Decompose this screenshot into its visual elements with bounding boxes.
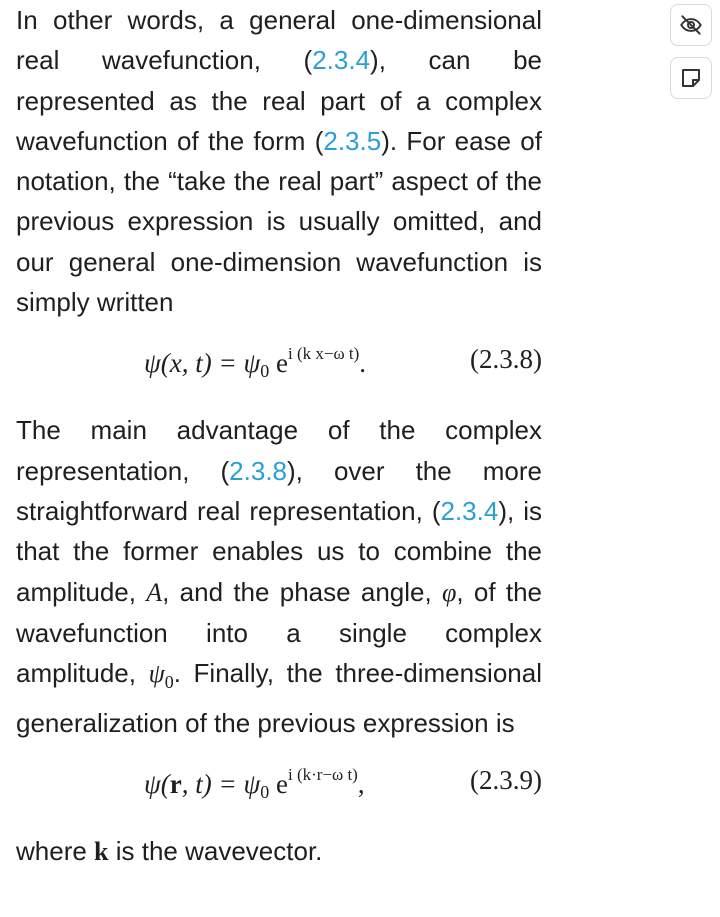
equation-ref-2-3-4[interactable]: 2.3.4 xyxy=(312,45,371,76)
equation-body xyxy=(144,765,365,803)
eq-exponent: i (k·r−ω t) xyxy=(287,764,358,784)
paragraph-3 xyxy=(16,831,542,872)
text: ), can be represented as the real part of a complex wavefunction of the form ( xyxy=(16,45,542,156)
eq-bold-r: r xyxy=(169,768,182,799)
text: ). For ease of notation, the “take the real part” aspect of the previous expression is usually omitted, and our general one-dimension wavefunction is simply written xyxy=(16,125,542,318)
eq-punct: . xyxy=(359,348,367,379)
equation-ref-2-3-8[interactable]: 2.3.8 xyxy=(229,455,287,486)
text: ), is that the former enables us to combine the amplitude, xyxy=(16,495,542,607)
eq-base: e xyxy=(269,768,288,799)
symbol-psi: ψ xyxy=(148,659,165,689)
text: where xyxy=(16,835,95,866)
text: , of the wavefunction into a single complex amplitude, xyxy=(16,576,543,689)
equation-2-3-8 xyxy=(16,322,542,410)
eye-off-icon xyxy=(678,12,704,38)
text: The main advantage of the complex representation, ( xyxy=(16,415,542,486)
equation-ref-2-3-5[interactable]: 2.3.5 xyxy=(323,125,382,156)
add-note-button[interactable] xyxy=(670,57,712,99)
symbol-wavevector: k xyxy=(94,836,109,866)
eq-lhs-end: , t) = ψ xyxy=(181,768,261,799)
paragraph-1 xyxy=(16,0,542,322)
eq-punct: , xyxy=(357,768,365,799)
eq-base: e xyxy=(269,348,288,379)
eq-lhs: ψ(x, t) = ψ xyxy=(144,348,261,379)
equation-2-3-9 xyxy=(16,743,542,831)
symbol-psi-sub: 0 xyxy=(164,672,174,693)
eq-exponent: i (k x−ω t) xyxy=(287,344,360,364)
eq-sub: 0 xyxy=(260,781,270,802)
equation-ref-2-3-4[interactable]: 2.3.4 xyxy=(440,495,499,526)
hide-annotations-button[interactable] xyxy=(670,4,712,46)
eq-sub: 0 xyxy=(260,361,270,382)
equation-number: (2.3.9) xyxy=(470,764,542,795)
document-content xyxy=(16,0,542,872)
symbol-amplitude: A xyxy=(146,577,163,607)
text: In other words, a general one-dimensional real wavefunction, ( xyxy=(16,5,542,76)
text: ), over the more straightforward real representation, ( xyxy=(16,455,543,526)
text: , and the phase angle, xyxy=(162,576,442,607)
sticky-note-icon xyxy=(679,66,703,90)
symbol-phase: φ xyxy=(442,577,457,607)
eq-lhs-start: ψ( xyxy=(144,768,170,799)
paragraph-2 xyxy=(16,410,542,743)
equation-body xyxy=(144,344,366,382)
text: . Finally, the three-dimensional generalization of the previous expression is xyxy=(16,658,542,738)
text: is the wavevector. xyxy=(108,835,323,866)
equation-number: (2.3.8) xyxy=(470,344,542,375)
side-toolbar xyxy=(670,4,714,110)
